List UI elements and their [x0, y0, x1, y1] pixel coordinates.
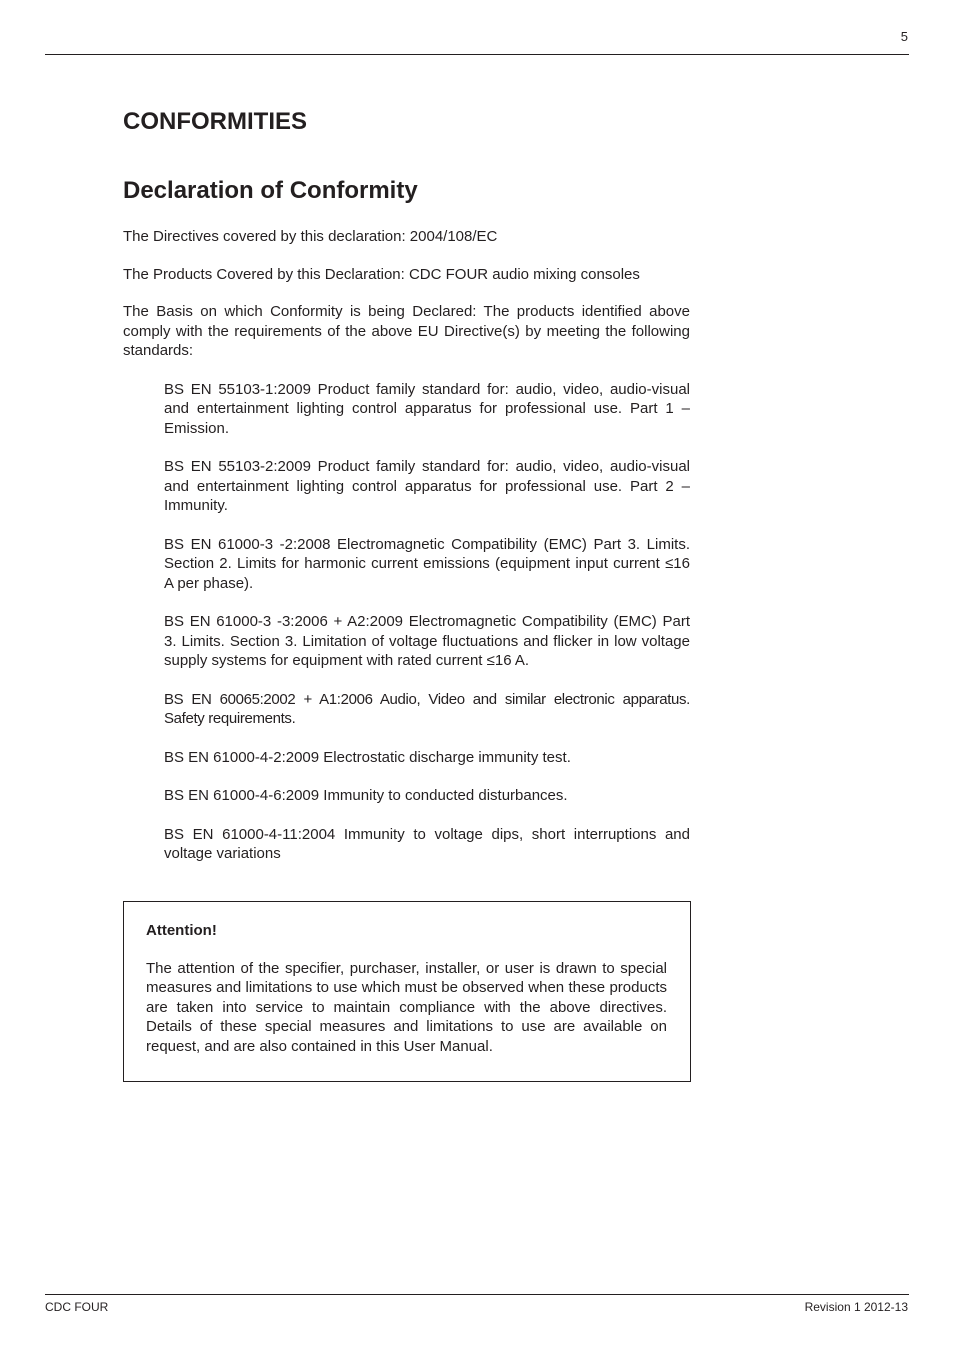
footer-divider — [45, 1294, 909, 1295]
standards-list — [123, 380, 690, 864]
attention-box — [123, 901, 691, 1082]
footer-product-name: CDC FOUR — [45, 1300, 109, 1314]
standard-item: BS EN 61000-4-6:2009 Immunity to conducted disturbances. — [164, 787, 568, 804]
page-number: 5 — [900, 29, 908, 44]
header-divider — [45, 54, 909, 55]
directives-paragraph: The Directives covered by this declaration: 2004/108/EC — [123, 228, 498, 245]
standard-item: BS EN 55103-2:2009 Product family standard for: audio, video, audio-visual and entertainment lighting control apparatus for professional use. Part 2 – Immunity. — [164, 458, 690, 514]
attention-content — [124, 902, 690, 1056]
basis-paragraph: The Basis on which Conformity is being Declared: The products identified above comply with the requirements of the above EU Directive(s) by meeting the following standards: — [123, 303, 690, 359]
section-title: CONFORMITIES — [123, 108, 307, 135]
standard-item: BS EN 61000-4-11:2004 Immunity to voltage dips, short interruptions and voltage variations — [164, 825, 690, 862]
standard-item: BS EN 60065:2002 + A1:2006 Audio, Video and similar electronic apparatus. Safety requirements. — [164, 690, 690, 727]
attention-title: Attention! — [146, 922, 217, 939]
products-paragraph: The Products Covered by this Declaration: CDC FOUR audio mixing consoles — [123, 265, 640, 283]
standard-item: BS EN 55103-1:2009 Product family standard for: audio, video, audio-visual and entertainment lighting control apparatus for professional use. Part 1 – Emission. — [164, 380, 690, 437]
subsection-title: Declaration of Conformity — [123, 177, 418, 204]
standard-item: BS EN 61000-3 -2:2008 Electromagnetic Compatibility (EMC) Part 3. Limits. Section 2. Limits for harmonic current emissions (equipment input current ≤16 A per phase). — [164, 535, 690, 592]
attention-text: The attention of the specifier, purchaser, installer, or user is drawn to special measures and limitations to use which must be observed when these products are taken into service to maintain compliance with the above directives. Details of these special measures and limitations to use are available on request, and are also contained in this User Manual. — [146, 959, 667, 1055]
footer-revision: Revision 1 2012-13 — [804, 1300, 908, 1314]
main-content — [123, 106, 690, 864]
standard-item: BS EN 61000-4-2:2009 Electrostatic discharge immunity test. — [164, 748, 571, 766]
standard-item: BS EN 61000-3 -3:2006 + A2:2009 Electromagnetic Compatibility (EMC) Part 3. Limits. Section 3. Limitation of voltage fluctuations and flicker in low voltage supply systems for equipment with rated current ≤16 A. — [164, 613, 690, 669]
